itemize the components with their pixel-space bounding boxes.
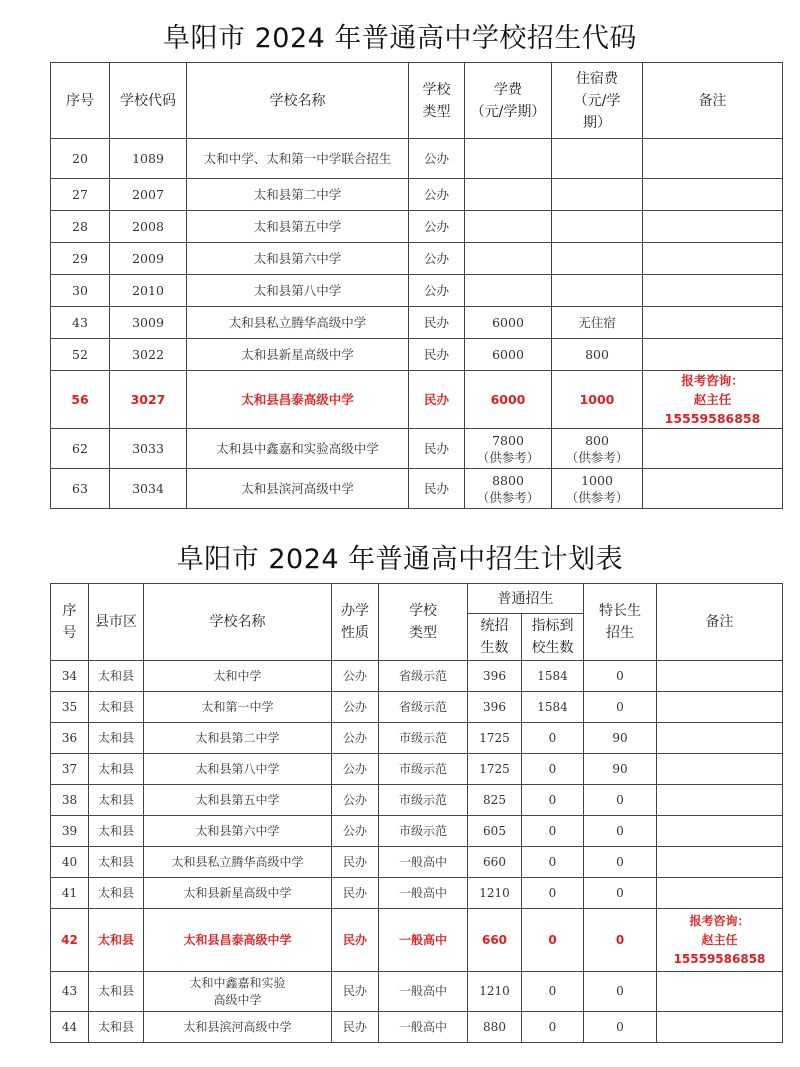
cell-quota: 1584: [522, 661, 584, 692]
cell-county: 太和县: [89, 847, 144, 878]
cell-type: 一般高中: [379, 909, 468, 972]
page-title-enrollment-plan: 阜阳市 2024 年普通高中招生计划表: [176, 544, 624, 575]
cell-unified: 1210: [468, 878, 522, 909]
header-type-line1: 学校: [422, 81, 451, 98]
cell-note: [643, 179, 783, 211]
admission-code-table: [50, 62, 783, 509]
cell-boarding: [552, 469, 643, 509]
table-row: [51, 661, 783, 692]
cell-type: 民办: [409, 429, 465, 469]
cell-name: 太和县第五中学: [187, 211, 409, 243]
cell-boarding: [552, 429, 643, 469]
consult-label: 报考咨询：: [689, 913, 750, 928]
table-row: [51, 211, 783, 243]
cell-name-line1: 太和中鑫嘉和实验: [189, 975, 286, 990]
cell-nature: 民办: [332, 847, 379, 878]
cell-code: 3034: [110, 469, 187, 509]
table-row: [51, 754, 783, 785]
cell-name: 太和县滨河高级中学: [187, 469, 409, 509]
cell-nature: 公办: [332, 723, 379, 754]
header-nature-line1: 办学: [341, 603, 369, 619]
cell-unified: 396: [468, 692, 522, 723]
cell-special: 0: [584, 816, 657, 847]
cell-code: 2010: [110, 275, 187, 307]
cell-code: 3009: [110, 307, 187, 339]
cell-boarding: [552, 275, 643, 307]
table-header-row: [51, 63, 783, 139]
cell-unified: 396: [468, 661, 522, 692]
cell-name: 太和县滨河高级中学: [144, 1012, 332, 1043]
cell-name: 太和县第五中学: [144, 785, 332, 816]
cell-name: 太和中学: [144, 661, 332, 692]
table-row: [51, 139, 783, 179]
cell-note: [643, 469, 783, 509]
header-quota-line2: 校生数: [531, 640, 574, 656]
cell-boarding: 800: [552, 339, 643, 371]
cell-unified: 1210: [468, 972, 522, 1012]
cell-seq: 40: [51, 847, 89, 878]
cell-type: 民办: [409, 307, 465, 339]
header-boarding-line2: （元/学: [573, 92, 621, 109]
cell-type: 市级示范: [379, 723, 468, 754]
cell-quota: 0: [522, 754, 584, 785]
cell-note: [643, 339, 783, 371]
cell-type: 民办: [409, 469, 465, 509]
header-boarding-line3: 期）: [583, 114, 611, 131]
header-seq-line1: 序: [62, 603, 77, 619]
boarding-value: 1000: [581, 472, 613, 488]
cell-note: [643, 243, 783, 275]
table-row: [51, 723, 783, 754]
cell-seq: 29: [51, 243, 110, 275]
cell-boarding: [552, 211, 643, 243]
cell-type: 一般高中: [379, 847, 468, 878]
cell-unified: 660: [468, 847, 522, 878]
cell-seq: 20: [51, 139, 110, 179]
cell-county: 太和县: [89, 878, 144, 909]
consult-phone: 15559586858: [673, 951, 766, 966]
cell-type: 公办: [409, 139, 465, 179]
cell-quota: 0: [522, 909, 584, 972]
cell-code: 2009: [110, 243, 187, 275]
table-row: [51, 469, 783, 509]
consult-note: [657, 909, 783, 972]
cell-tuition: 6000: [465, 307, 552, 339]
cell-name: 太和县新星高级中学: [187, 339, 409, 371]
header-unified-line1: 统招: [480, 618, 509, 634]
cell-type: 公办: [409, 243, 465, 275]
cell-tuition: [465, 429, 552, 469]
cell-name: 太和县第六中学: [187, 243, 409, 275]
header-unified: [468, 614, 522, 661]
cell-unified: 1725: [468, 754, 522, 785]
cell-note: [657, 723, 783, 754]
table-row: [51, 816, 783, 847]
cell-note: [657, 754, 783, 785]
cell-seq: 56: [51, 371, 110, 429]
header-school-name: 学校名称: [187, 63, 409, 139]
cell-nature: 民办: [332, 909, 379, 972]
cell-special: 0: [584, 972, 657, 1012]
cell-seq: 42: [51, 909, 89, 972]
cell-seq: 27: [51, 179, 110, 211]
header-tuition: [465, 63, 552, 139]
cell-seq: 28: [51, 211, 110, 243]
cell-seq: 62: [51, 429, 110, 469]
cell-nature: 公办: [332, 785, 379, 816]
cell-type: 公办: [409, 179, 465, 211]
header-special-line1: 特长生: [599, 603, 641, 619]
cell-county: 太和县: [89, 723, 144, 754]
cell-county: 太和县: [89, 754, 144, 785]
cell-name: [144, 972, 332, 1012]
cell-special: 90: [584, 754, 657, 785]
table-row: [51, 785, 783, 816]
cell-note: [657, 972, 783, 1012]
cell-note: [643, 307, 783, 339]
table-row: [51, 1012, 783, 1043]
cell-type: 一般高中: [379, 878, 468, 909]
cell-nature: 公办: [332, 816, 379, 847]
header-school-type: [379, 584, 468, 661]
cell-note: [643, 211, 783, 243]
cell-unified: 880: [468, 1012, 522, 1043]
cell-special: 0: [584, 847, 657, 878]
header-tuition-line1: 学费: [494, 81, 522, 98]
cell-unified: 660: [468, 909, 522, 972]
cell-name: 太和县昌泰高级中学: [144, 909, 332, 972]
table-row: [51, 878, 783, 909]
cell-nature: 公办: [332, 661, 379, 692]
cell-tuition: [465, 139, 552, 179]
cell-unified: 825: [468, 785, 522, 816]
header-school-type: [409, 63, 465, 139]
cell-tuition: [465, 211, 552, 243]
cell-note: [657, 785, 783, 816]
cell-special: 0: [584, 661, 657, 692]
cell-boarding: 1000: [552, 371, 643, 429]
header-special-line2: 招生: [606, 625, 634, 641]
cell-name: 太和县中鑫嘉和实验高级中学: [187, 429, 409, 469]
cell-seq: 52: [51, 339, 110, 371]
tuition-value: 7800: [492, 432, 524, 448]
cell-seq: 41: [51, 878, 89, 909]
cell-name: 太和县第八中学: [144, 754, 332, 785]
cell-note: [657, 1012, 783, 1043]
header-nature: [332, 584, 379, 661]
cell-boarding: [552, 179, 643, 211]
header-quota: [522, 614, 584, 661]
consult-label: 报考咨询：: [681, 373, 744, 388]
boarding-reference-note: （供参考）: [565, 449, 629, 465]
cell-name: 太和县第二中学: [187, 179, 409, 211]
cell-tuition: 6000: [465, 371, 552, 429]
header-boarding-line1: 住宿费: [576, 70, 618, 87]
header-unified-line2: 生数: [480, 640, 509, 656]
cell-type: 民办: [409, 339, 465, 371]
cell-county: 太和县: [89, 661, 144, 692]
cell-type: 公办: [409, 211, 465, 243]
cell-quota: 0: [522, 785, 584, 816]
header-code: 学校代码: [110, 63, 187, 139]
header-school-name: 学校名称: [144, 584, 332, 661]
cell-quota: 0: [522, 847, 584, 878]
table-row: [51, 429, 783, 469]
cell-seq: 39: [51, 816, 89, 847]
cell-name: 太和县第六中学: [144, 816, 332, 847]
cell-tuition: [465, 243, 552, 275]
cell-note: [643, 139, 783, 179]
header-seq: 序号: [51, 63, 110, 139]
cell-seq: 35: [51, 692, 89, 723]
cell-nature: 民办: [332, 1012, 379, 1043]
cell-quota: 0: [522, 878, 584, 909]
cell-tuition: [465, 179, 552, 211]
cell-nature: 公办: [332, 692, 379, 723]
cell-type: 省级示范: [379, 661, 468, 692]
table-row: [51, 243, 783, 275]
table-row: [51, 972, 783, 1012]
header-note: 备注: [643, 63, 783, 139]
cell-tuition: [465, 275, 552, 307]
consult-contact-name: 赵主任: [693, 392, 732, 407]
cell-seq: 36: [51, 723, 89, 754]
cell-code: 3033: [110, 429, 187, 469]
cell-boarding: [552, 139, 643, 179]
cell-boarding: [552, 243, 643, 275]
cell-quota: 0: [522, 723, 584, 754]
cell-type: 市级示范: [379, 754, 468, 785]
tuition-reference-note: （供参考）: [476, 449, 540, 465]
cell-type: 省级示范: [379, 692, 468, 723]
cell-note: [643, 429, 783, 469]
cell-seq: 37: [51, 754, 89, 785]
cell-code: 3022: [110, 339, 187, 371]
header-county: 县市区: [89, 584, 144, 661]
cell-nature: 民办: [332, 878, 379, 909]
header-type-line2: 类型: [422, 103, 451, 120]
header-seq-line2: 号: [62, 625, 77, 641]
cell-nature: 民办: [332, 972, 379, 1012]
cell-note: [657, 661, 783, 692]
header-seq: [51, 584, 89, 661]
tuition-reference-note: （供参考）: [476, 489, 540, 505]
cell-special: 0: [584, 692, 657, 723]
cell-special: 0: [584, 909, 657, 972]
cell-name: 太和县私立腾华高级中学: [144, 847, 332, 878]
cell-county: 太和县: [89, 1012, 144, 1043]
table-row-highlighted: [51, 371, 783, 429]
consult-note: [643, 371, 783, 429]
consult-phone: 15559586858: [664, 411, 761, 426]
cell-type: 一般高中: [379, 972, 468, 1012]
cell-note: [657, 878, 783, 909]
cell-tuition: [465, 469, 552, 509]
cell-county: 太和县: [89, 785, 144, 816]
cell-special: 0: [584, 878, 657, 909]
header-type-line2: 类型: [409, 625, 437, 641]
cell-quota: 1584: [522, 692, 584, 723]
boarding-value: 800: [585, 432, 609, 448]
page-title-admission-codes: 阜阳市 2024 年普通高中学校招生代码: [163, 23, 637, 54]
cell-special: 0: [584, 1012, 657, 1043]
cell-name: 太和县第二中学: [144, 723, 332, 754]
cell-name-line2: 高级中学: [213, 992, 262, 1007]
cell-seq: 38: [51, 785, 89, 816]
header-quota-line1: 指标到: [531, 618, 574, 634]
header-nature-line2: 性质: [341, 625, 369, 641]
cell-type: 一般高中: [379, 1012, 468, 1043]
cell-name: 太和县第八中学: [187, 275, 409, 307]
cell-boarding: 无住宿: [552, 307, 643, 339]
table-header-row: [51, 584, 783, 614]
table-row: [51, 692, 783, 723]
cell-county: 太和县: [89, 692, 144, 723]
table-row: [51, 275, 783, 307]
cell-seq: 43: [51, 307, 110, 339]
tuition-value: 8800: [492, 472, 524, 488]
cell-name: 太和中学、太和第一中学联合招生: [187, 139, 409, 179]
header-special-admission: [584, 584, 657, 661]
cell-code: 3027: [110, 371, 187, 429]
header-tuition-line2: （元/学期）: [470, 103, 546, 120]
header-general-admission: 普通招生: [468, 584, 584, 614]
cell-seq: 43: [51, 972, 89, 1012]
table-row: [51, 179, 783, 211]
cell-note: [657, 692, 783, 723]
cell-name: 太和第一中学: [144, 692, 332, 723]
cell-name: 太和县昌泰高级中学: [187, 371, 409, 429]
table-row: [51, 339, 783, 371]
cell-name: 太和县私立腾华高级中学: [187, 307, 409, 339]
cell-note: [643, 275, 783, 307]
cell-type: 民办: [409, 371, 465, 429]
cell-code: 2007: [110, 179, 187, 211]
boarding-reference-note: （供参考）: [565, 489, 629, 505]
table-row: [51, 307, 783, 339]
cell-seq: 44: [51, 1012, 89, 1043]
table-row-highlighted: [51, 909, 783, 972]
cell-county: 太和县: [89, 909, 144, 972]
header-type-line1: 学校: [409, 603, 437, 619]
cell-tuition: 6000: [465, 339, 552, 371]
table-row: [51, 847, 783, 878]
cell-seq: 34: [51, 661, 89, 692]
cell-code: 2008: [110, 211, 187, 243]
cell-note: [657, 816, 783, 847]
cell-nature: 公办: [332, 754, 379, 785]
cell-code: 1089: [110, 139, 187, 179]
cell-county: 太和县: [89, 816, 144, 847]
enrollment-plan-table: [50, 583, 783, 1043]
consult-contact-name: 赵主任: [701, 932, 738, 947]
cell-type: 市级示范: [379, 785, 468, 816]
header-note: 备注: [657, 584, 783, 661]
cell-name: 太和县新星高级中学: [144, 878, 332, 909]
cell-special: 90: [584, 723, 657, 754]
cell-unified: 605: [468, 816, 522, 847]
cell-special: 0: [584, 785, 657, 816]
cell-quota: 0: [522, 816, 584, 847]
cell-quota: 0: [522, 1012, 584, 1043]
cell-note: [657, 847, 783, 878]
cell-type: 市级示范: [379, 816, 468, 847]
cell-quota: 0: [522, 972, 584, 1012]
cell-seq: 63: [51, 469, 110, 509]
cell-seq: 30: [51, 275, 110, 307]
cell-type: 公办: [409, 275, 465, 307]
header-boarding: [552, 63, 643, 139]
cell-county: 太和县: [89, 972, 144, 1012]
cell-unified: 1725: [468, 723, 522, 754]
